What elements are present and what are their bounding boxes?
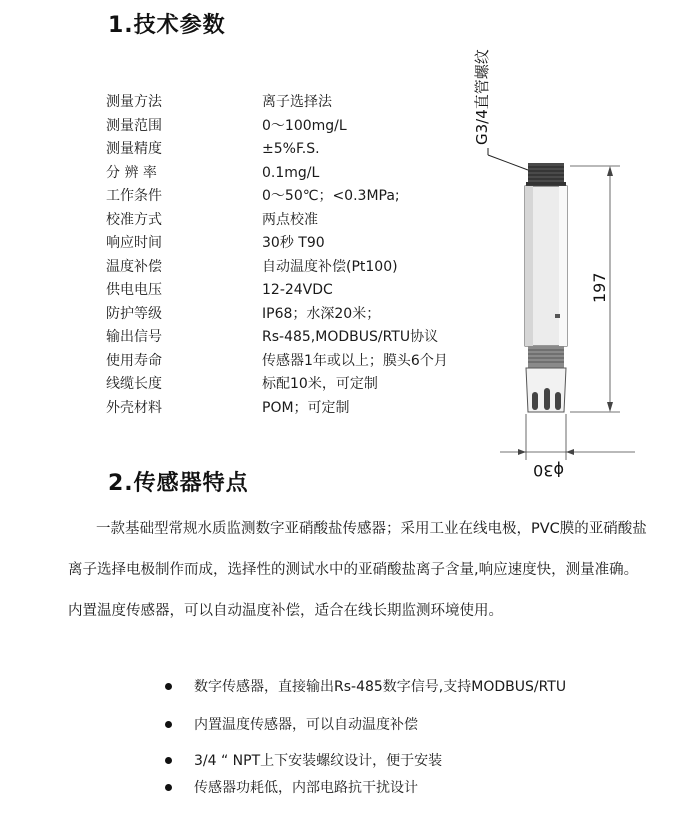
spec-value: 30秒 T90 (262, 235, 325, 251)
spec-value: 离子选择法 (262, 94, 332, 110)
length-label: 197 (590, 272, 609, 303)
spec-label: 响应时间 (106, 235, 162, 251)
feature-text: 传感器功耗低，内部电路抗干扰设计 (194, 780, 418, 796)
spec-value: IP68；水深20米； (262, 305, 381, 322)
spec-value: 0～100mg/L (262, 117, 347, 134)
spec-label: 测量精度 (106, 141, 162, 157)
spec-label: 测量范围 (106, 117, 162, 134)
sensor-diagram (460, 20, 640, 480)
spec-label: 校准方式 (106, 211, 162, 228)
spec-value: 标配10米，可定制 (262, 376, 378, 392)
thread-label: G3/4直管螺纹 (473, 49, 491, 145)
feature-text: 数字传感器，直接输出Rs-485数字信号,支持MODBUS/RTU (194, 679, 567, 695)
spec-label: 供电电压 (106, 282, 162, 298)
sensor-bottom-thread (528, 346, 564, 368)
bullet-icon (165, 784, 172, 791)
feature-item (165, 776, 418, 800)
spec-label: 测量方法 (106, 94, 162, 110)
spec-value: 12-24VDC (262, 282, 333, 298)
feature-item (165, 749, 442, 773)
spec-label: 使用寿命 (106, 352, 162, 369)
spec-value: ±5%F.S. (262, 141, 320, 157)
spec-value: POM；可定制 (262, 399, 350, 416)
spec-label: 温度补偿 (106, 258, 162, 275)
sensor-probe-tip (526, 368, 566, 412)
spec-label: 输出信号 (106, 329, 162, 345)
feature-text: 3/4 “ NPT上下安装螺纹设计，便于安装 (194, 753, 443, 769)
spec-value: 0～50℃；<0.3MPa; (262, 188, 400, 204)
section-title-features: 2.传感器特点 (108, 471, 249, 496)
bullet-icon (165, 683, 172, 690)
spec-label: 防护等级 (106, 305, 162, 322)
description-paragraph: 一款基础型常规水质监测数字亚硝酸盐传感器；采用工业在线电极，PVC膜的亚硝酸盐离子选择电极制作而成，选择性的测试水中的亚硝酸盐离子含量,响应速度快，测量准确。内置温度传感器，可以自动温度补偿，适合在线长期监测环境使用。 (68, 521, 647, 619)
feature-item (165, 675, 566, 699)
diameter-dimension (500, 414, 635, 460)
spec-label: 分 辨 率 (106, 164, 157, 181)
bullet-icon (165, 757, 172, 764)
diameter-label: ϕ30 (533, 461, 564, 480)
sensor-body (525, 186, 567, 346)
feature-text: 内置温度传感器，可以自动温度补偿 (194, 717, 418, 733)
spec-value: 两点校准 (262, 211, 318, 228)
sensor-top-thread (526, 163, 566, 186)
spec-label: 工作条件 (106, 188, 162, 204)
spec-value: 自动温度补偿(Pt100) (262, 258, 398, 275)
spec-label: 外壳材料 (106, 399, 162, 416)
feature-item (165, 713, 418, 737)
spec-value: 0.1mg/L (262, 164, 320, 181)
section-title-specs: 1.技术参数 (108, 13, 226, 38)
spec-value: 传感器1年或以上；膜头6个月 (262, 352, 448, 369)
bullet-icon (165, 721, 172, 728)
spec-label: 线缆长度 (106, 376, 162, 392)
spec-value: Rs-485,MODBUS/RTU协议 (262, 329, 439, 345)
